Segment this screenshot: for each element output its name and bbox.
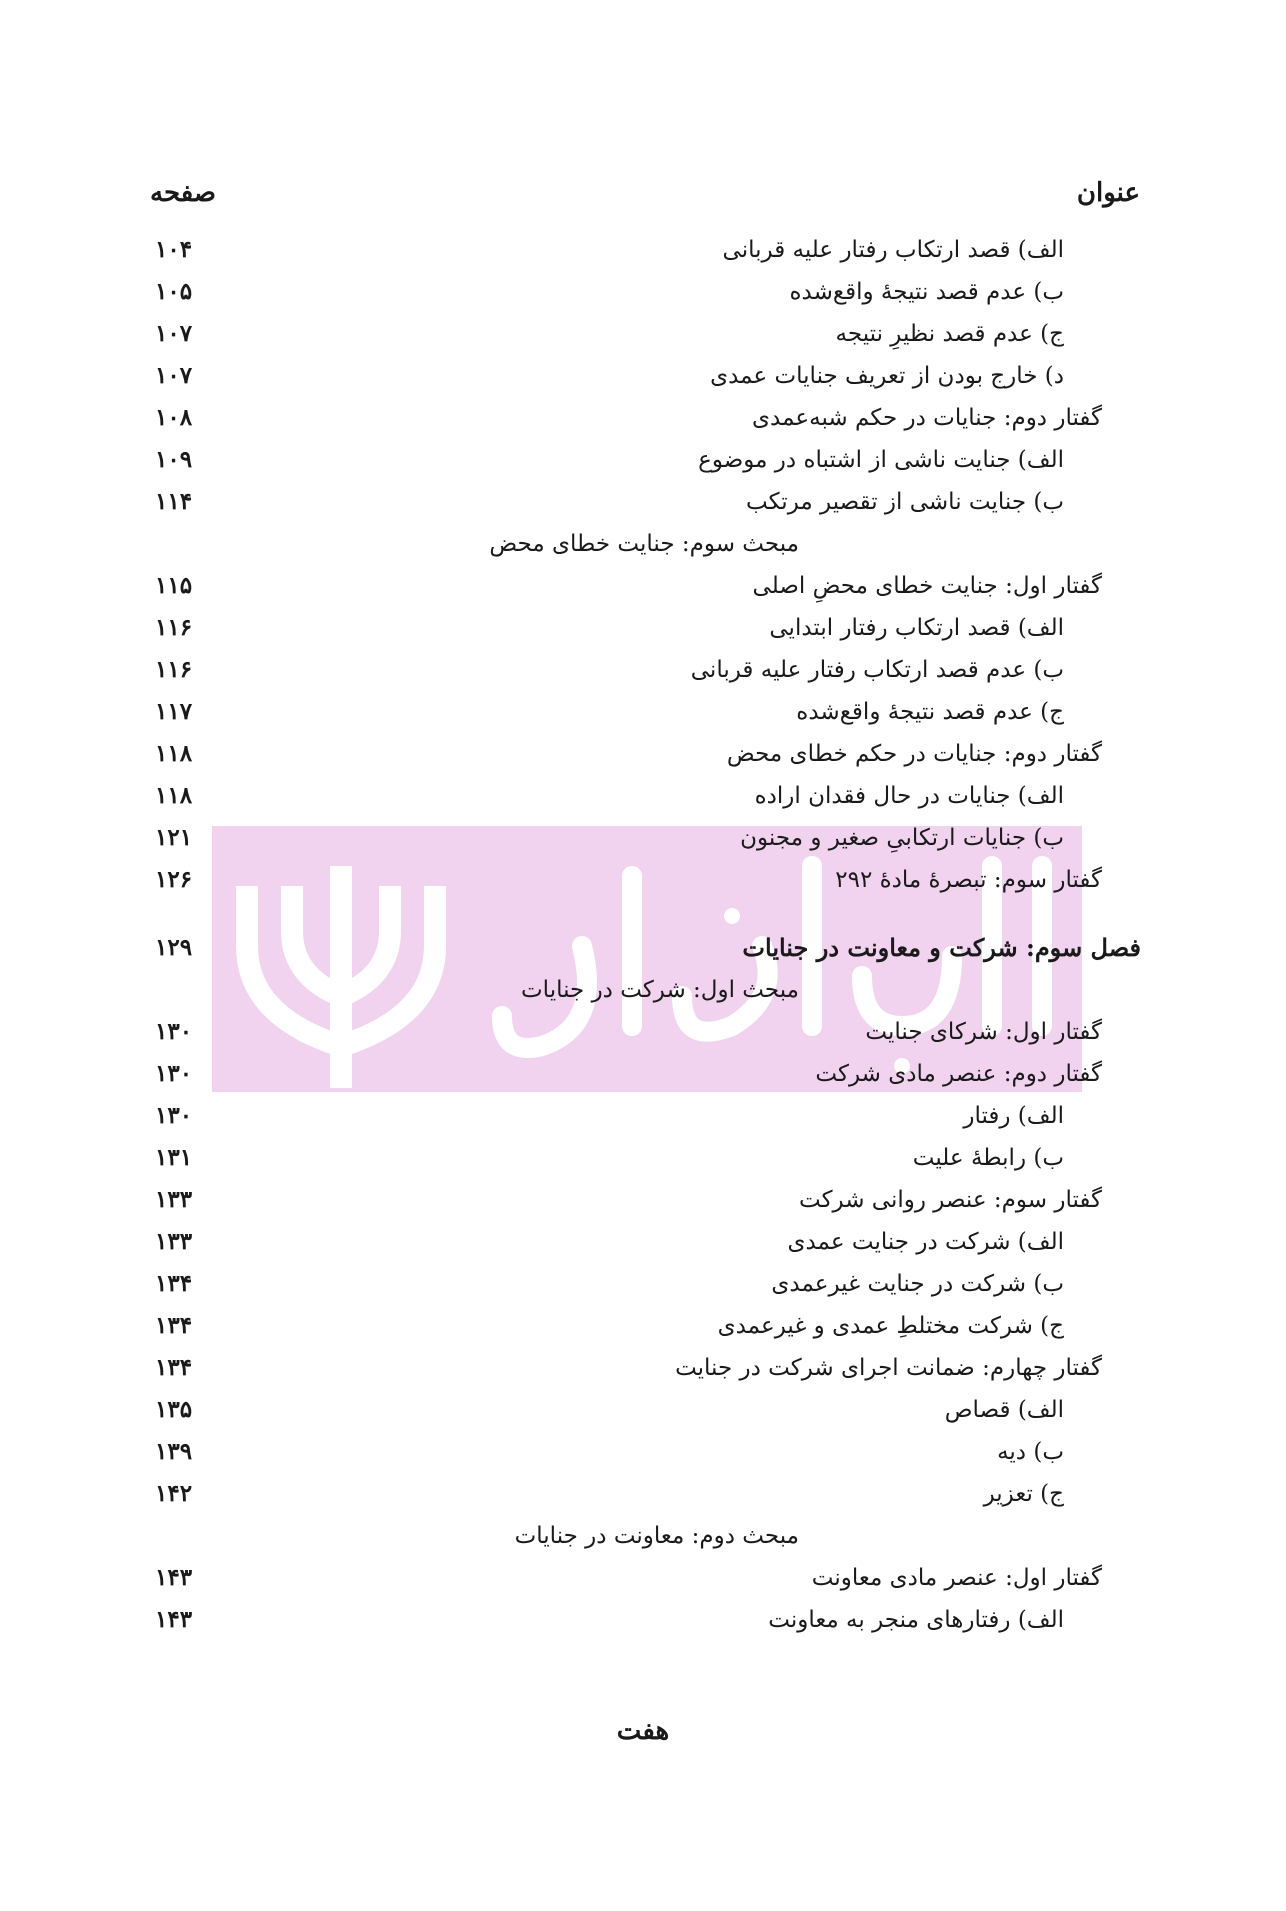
toc-entry-page-number: ۱۱۸ (155, 740, 193, 767)
toc-entry (0, 398, 1286, 438)
toc-entry (0, 1012, 1286, 1052)
toc-entry (0, 230, 1286, 270)
toc-entry-title: گفتار دوم: جنایات در حکم خطای محض (726, 741, 1102, 767)
toc-entry-title: گفتار چهارم: ضمانت اجرای شرکت در جنایت (675, 1355, 1102, 1381)
toc-entry (0, 818, 1286, 858)
toc-entry-page-number: ۱۰۹ (155, 446, 193, 473)
toc-entry-page-number: ۱۳۰ (155, 1060, 193, 1087)
toc-entry (0, 1096, 1286, 1136)
toc-entry (0, 1558, 1286, 1598)
toc-entry (0, 608, 1286, 648)
toc-entry (0, 1222, 1286, 1262)
toc-entry-title: ب) عدم قصد نتیجهٔ واقع‌شده (789, 279, 1064, 305)
toc-entry-title: ب) شرکت در جنایت غیرعمدی (771, 1271, 1064, 1297)
toc-entry-page-number: ۱۴۳ (155, 1606, 193, 1633)
toc-entry (0, 1180, 1286, 1220)
toc-page-column-heading: صفحه (150, 178, 216, 208)
toc-entry (0, 356, 1286, 396)
toc-entry (0, 692, 1286, 732)
toc-column-title-heading: عنوان (1076, 178, 1140, 208)
toc-entry-title: مبحث اول: شرکت در جنایات (521, 977, 799, 1003)
toc-entry (0, 1306, 1286, 1346)
toc-entry (0, 1516, 1286, 1556)
toc-entry-title: فصل سوم: شرکت و معاونت در جنایات (742, 933, 1141, 962)
toc-entry-title: ب) رابطهٔ علیت (912, 1145, 1064, 1171)
toc-entry-title: ج) عدم قصد نظیرِ نتیجه (835, 321, 1064, 347)
toc-entry-page-number: ۱۱۶ (155, 656, 193, 683)
toc-entry-title: گفتار سوم: عنصر روانی شرکت (799, 1187, 1102, 1213)
toc-entry-title: الف) قصاص (944, 1397, 1064, 1423)
toc-entry-page-number: ۱۳۳ (155, 1228, 193, 1255)
toc-entry-page-number: ۱۱۶ (155, 614, 193, 641)
toc-entry-page-number: ۱۱۷ (155, 698, 193, 725)
toc-entry (0, 1474, 1286, 1514)
toc-entry (0, 970, 1286, 1010)
toc-entry-page-number: ۱۰۷ (155, 362, 193, 389)
toc-entry-title: د) خارج بودن از تعریف جنایات عمدی (710, 363, 1064, 389)
toc-entry (0, 566, 1286, 606)
toc-entry-page-number: ۱۱۵ (155, 572, 193, 599)
toc-entry-page-number: ۱۳۳ (155, 1186, 193, 1213)
toc-entry-page-number: ۱۳۴ (155, 1354, 193, 1381)
toc-entry-title: ج) شرکت مختلطِ عمدی و غیرعمدی (717, 1313, 1064, 1339)
toc-entry-page-number: ۱۰۸ (155, 404, 193, 431)
toc-entry-title: مبحث دوم: معاونت در جنایات (514, 1523, 799, 1549)
toc-entry (0, 1600, 1286, 1640)
toc-entry (0, 928, 1286, 968)
toc-entry-page-number: ۱۰۵ (155, 278, 193, 305)
toc-entry-title: الف) جنایات در حال فقدان اراده (754, 783, 1064, 809)
toc-entry (0, 314, 1286, 354)
toc-entry-title: الف) شرکت در جنایت عمدی (787, 1229, 1064, 1255)
toc-entry-page-number: ۱۴۳ (155, 1564, 193, 1591)
toc-entry (0, 1390, 1286, 1430)
page-number-footer: هفت (616, 1716, 670, 1746)
toc-entry-page-number: ۱۲۶ (155, 866, 193, 893)
toc-entry-page-number: ۱۳۱ (155, 1144, 193, 1171)
toc-entry-title: گفتار دوم: عنصر مادی شرکت (815, 1061, 1102, 1087)
toc-entry-title: الف) جنایت ناشی از اشتباه در موضوع (698, 447, 1064, 473)
toc-entry (0, 1264, 1286, 1304)
toc-entry-page-number: ۱۳۰ (155, 1102, 193, 1129)
toc-entry-title: گفتار اول: جنایت خطای محضِ اصلی (752, 573, 1102, 599)
toc-entry-title: گفتار دوم: جنایات در حکم شبه‌عمدی (752, 405, 1102, 431)
toc-entry-title: گفتار اول: عنصر مادی معاونت (811, 1565, 1102, 1591)
toc-entry (0, 776, 1286, 816)
toc-entry-page-number: ۱۳۴ (155, 1312, 193, 1339)
toc-entry-title: ب) دیه (997, 1439, 1064, 1465)
toc-entry-title: ج) عدم قصد نتیجهٔ واقع‌شده (796, 699, 1064, 725)
toc-entry-title: الف) قصد ارتکاب رفتار ابتدایی (769, 615, 1064, 641)
toc-entry-page-number: ۱۳۴ (155, 1270, 193, 1297)
toc-entry-title: الف) قصد ارتکاب رفتار علیه قربانی (722, 237, 1064, 263)
toc-entry-title: گفتار اول: شرکای جنایت (865, 1019, 1102, 1045)
toc-entry-page-number: ۱۱۴ (155, 488, 193, 515)
toc-entry-page-number: ۱۰۴ (155, 236, 193, 263)
toc-entry-page-number: ۱۳۵ (155, 1396, 193, 1423)
toc-entry-title: گفتار سوم: تبصرهٔ مادهٔ ۲۹۲ (835, 867, 1102, 893)
toc-entry-title: ب) جنایات ارتکابیِ صغیر و مجنون (740, 825, 1064, 851)
toc-entry-page-number: ۱۴۲ (155, 1480, 193, 1507)
toc-entry (0, 482, 1286, 522)
toc-entry (0, 1054, 1286, 1094)
toc-entry-page-number: ۱۲۹ (155, 934, 193, 961)
toc-entry (0, 440, 1286, 480)
toc-entry-title: ب) جنایت ناشی از تقصیر مرتکب (746, 489, 1064, 515)
toc-entry-page-number: ۱۲۱ (155, 824, 193, 851)
toc-entry (0, 860, 1286, 900)
toc-entry (0, 524, 1286, 564)
toc-entry (0, 272, 1286, 312)
toc-entry (0, 650, 1286, 690)
toc-entry-page-number: ۱۱۸ (155, 782, 193, 809)
toc-entry (0, 1432, 1286, 1472)
toc-entry-title: الف) رفتارهای منجر به معاونت (768, 1607, 1064, 1633)
toc-entry (0, 734, 1286, 774)
toc-entry-title: مبحث سوم: جنایت خطای محض (489, 531, 799, 557)
toc-entry-title: ج) تعزیر (983, 1481, 1064, 1507)
toc-entry (0, 1348, 1286, 1388)
toc-entry-page-number: ۱۳۰ (155, 1018, 193, 1045)
toc-entry (0, 1138, 1286, 1178)
toc-entry-title: ب) عدم قصد ارتکاب رفتار علیه قربانی (690, 657, 1064, 683)
toc-entry-page-number: ۱۳۹ (155, 1438, 193, 1465)
toc-entry-title: الف) رفتار (963, 1103, 1064, 1129)
toc-entry-page-number: ۱۰۷ (155, 320, 193, 347)
